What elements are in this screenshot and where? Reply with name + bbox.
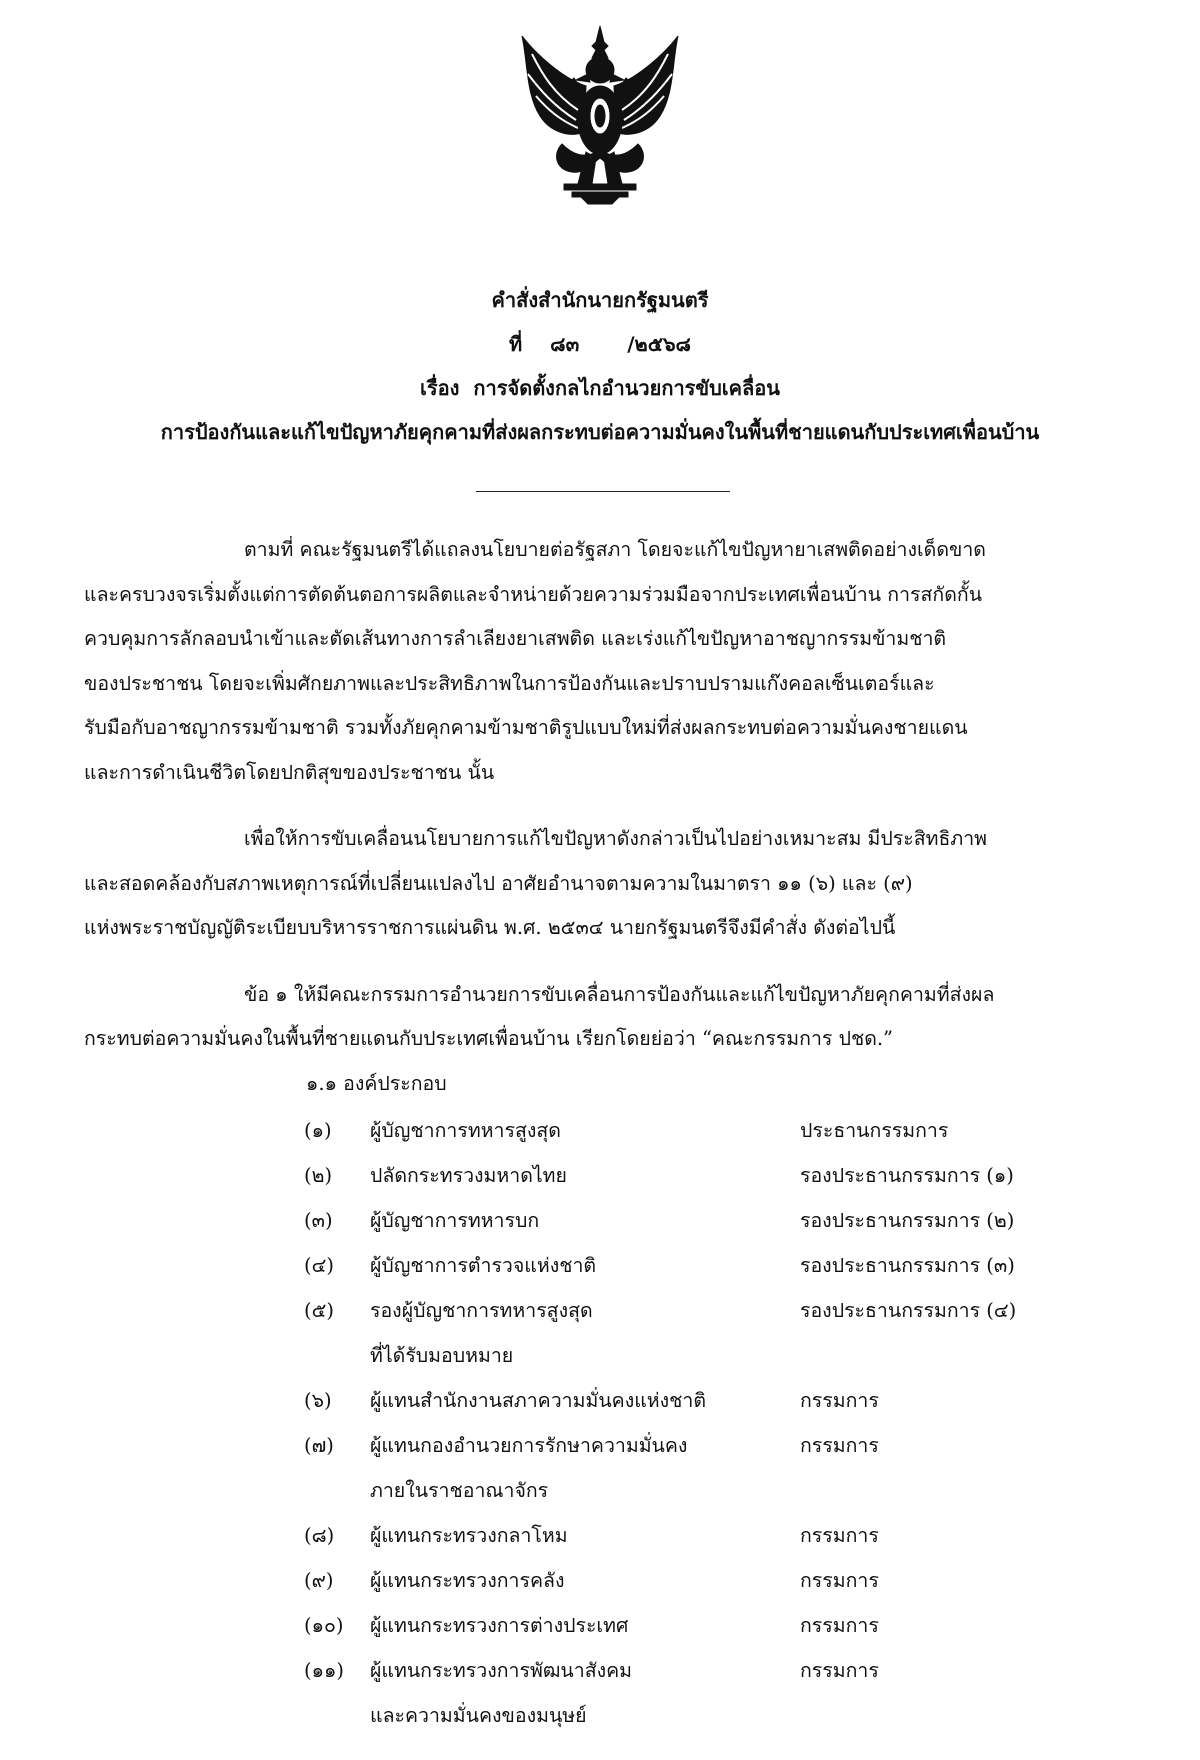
subject-text-line1: การจัดตั้งกลไกอำนวยการขับเคลื่อน <box>473 376 780 400</box>
member-role: กรรมการ <box>800 1614 879 1637</box>
order-header <box>0 278 1200 454</box>
member-row <box>0 1603 1200 1648</box>
member-name-line: ที่ได้รับมอบหมาย <box>370 1344 514 1367</box>
committee-member-list <box>0 1108 1200 1738</box>
order-number <box>0 322 1200 366</box>
text-line: และการดำเนินชีวิตโดยปกติสุขของประชาชน นั้น <box>84 760 495 784</box>
paragraph-authority <box>84 817 1112 951</box>
member-role: กรรมการ <box>800 1659 879 1682</box>
member-name-line: ผู้แทนกระทรวงการต่างประเทศ <box>370 1614 629 1637</box>
member-row <box>0 1108 1200 1153</box>
composition-heading: ๑.๑ องค์ประกอบ <box>306 1072 447 1095</box>
text-line: รับมือกับอาชญากรรมข้ามชาติ รวมทั้งภัยคุกคามข้ามชาติรูปแบบใหม่ที่ส่งผลกระทบต่อความมั่นคงชายแดน <box>84 716 968 739</box>
text-line: และสอดคล้องกับสภาพเหตุการณ์ที่เปลี่ยนแปลงไป อาศัยอำนาจตามความในมาตรา ๑๑ (๖) และ (๙) <box>84 871 913 895</box>
paragraph-preamble <box>84 528 1112 795</box>
member-number: (๘) <box>304 1524 335 1547</box>
member-role: กรรมการ <box>800 1389 879 1412</box>
member-number: (๕) <box>304 1299 334 1322</box>
subject-label: เรื่อง <box>420 376 460 400</box>
member-name <box>370 1288 790 1378</box>
header-divider <box>476 491 730 492</box>
member-role: รองประธานกรรมการ (๔) <box>800 1299 1017 1322</box>
paragraph-clause-1 <box>84 973 1112 1062</box>
member-row <box>0 1198 1200 1243</box>
member-role: รองประธานกรรมการ (๓) <box>800 1254 1015 1277</box>
member-row <box>0 1558 1200 1603</box>
member-number: (๗) <box>304 1434 334 1457</box>
member-number: (๓) <box>304 1209 333 1232</box>
member-row <box>0 1153 1200 1198</box>
text-line: และครบวงจรเริ่มตั้งแต่การตัดต้นตอการผลิตและจำหน่ายด้วยความร่วมมือจากประเทศเพื่อนบ้าน การสกัดกั้น <box>84 582 983 606</box>
member-name-line: ภายในราชอาณาจักร <box>370 1479 549 1502</box>
text-line: ของประชาชน โดยจะเพิ่มศักยภาพและประสิทธิภาพในการป้องกันและปราบปรามแก๊งคอลเซ็นเตอร์และ <box>84 671 935 695</box>
member-name-line: ผู้แทนกองอำนวยการรักษาความมั่นคง <box>370 1434 688 1457</box>
text-line: ข้อ ๑ ให้มีคณะกรรมการอำนวยการขับเคลื่อนการป้องกันและแก้ไขปัญหาภัยคุกคามที่ส่งผล <box>244 982 995 1006</box>
member-number: (๙) <box>304 1569 334 1592</box>
member-name-line: และความมั่นคงของมนุษย์ <box>370 1704 587 1727</box>
member-role: รองประธานกรรมการ (๑) <box>800 1164 1014 1187</box>
text-line: ควบคุมการลักลอบนำเข้าและตัดเส้นทางการลำเลียงยาเสพติด และเร่งแก้ไขปัญหาอาชญากรรมข้ามชาติ <box>84 627 947 650</box>
text-line: เพื่อให้การขับเคลื่อนนโยบายการแก้ไขปัญหาดังกล่าวเป็นไปอย่างเหมาะสม มีประสิทธิภาพ <box>244 827 988 850</box>
member-name-line: ผู้บัญชาการทหารสูงสุด <box>370 1119 561 1142</box>
order-body <box>84 528 1112 1084</box>
member-name-line: ผู้แทนสำนักงานสภาความมั่นคงแห่งชาติ <box>370 1389 707 1412</box>
member-number: (๔) <box>304 1254 334 1277</box>
member-number: (๑๑) <box>304 1659 344 1682</box>
member-row <box>0 1513 1200 1558</box>
member-name <box>370 1243 790 1288</box>
member-number: (๑๐) <box>304 1614 344 1637</box>
member-name <box>370 1378 790 1423</box>
order-number-year: /๒๕๖๘ <box>627 332 691 356</box>
member-row <box>0 1378 1200 1423</box>
text-line: ตามที่ คณะรัฐมนตรีได้แถลงนโยบายต่อรัฐสภา โดยจะแก้ไขปัญหายาเสพติดอย่างเด็ดขาด <box>244 538 986 561</box>
member-name-line: ผู้แทนกระทรวงการพัฒนาสังคม <box>370 1659 633 1682</box>
garuda-emblem-icon <box>512 24 688 206</box>
member-number: (๑) <box>304 1119 332 1142</box>
member-name-line: ผู้บัญชาการตำรวจแห่งชาติ <box>370 1254 597 1277</box>
member-row <box>0 1423 1200 1513</box>
order-number-prefix: ที่ <box>509 332 523 356</box>
member-name <box>370 1558 790 1603</box>
member-name-line: ผู้แทนกระทรวงการคลัง <box>370 1569 565 1592</box>
member-role: รองประธานกรรมการ (๒) <box>800 1209 1015 1232</box>
member-name-line: ผู้บัญชาการทหารบก <box>370 1209 540 1232</box>
text-line: แห่งพระราชบัญญัติระเบียบบริหารราชการแผ่นดิน พ.ศ. ๒๕๓๔ นายกรัฐมนตรีจึงมีคำสั่ง ดังต่อไปนี้ <box>84 916 896 939</box>
member-name-line: รองผู้บัญชาการทหารสูงสุด <box>370 1299 593 1322</box>
member-name <box>370 1423 790 1513</box>
member-name <box>370 1648 790 1738</box>
order-number-value: ๘๓ <box>550 332 580 356</box>
order-title: คำสั่งสำนักนายกรัฐมนตรี <box>491 288 709 312</box>
member-name-line: ผู้แทนกระทรวงกลาโหม <box>370 1524 568 1547</box>
member-name <box>370 1108 790 1153</box>
member-role: ประธานกรรมการ <box>800 1119 949 1142</box>
member-role: กรรมการ <box>800 1569 879 1592</box>
member-role: กรรมการ <box>800 1434 879 1457</box>
member-row <box>0 1288 1200 1378</box>
member-number: (๒) <box>304 1164 333 1187</box>
member-name <box>370 1603 790 1648</box>
member-name-line: ปลัดกระทรวงมหาดไทย <box>370 1164 567 1187</box>
member-number: (๖) <box>304 1389 332 1412</box>
order-subject-line1 <box>0 366 1200 410</box>
member-role: กรรมการ <box>800 1524 879 1547</box>
text-line: กระทบต่อความมั่นคงในพื้นที่ชายแดนกับประเทศเพื่อนบ้าน เรียกโดยย่อว่า “คณะกรรมการ ปชด.” <box>84 1027 894 1050</box>
member-name <box>370 1153 790 1198</box>
member-name <box>370 1198 790 1243</box>
order-subject-line2: การป้องกันและแก้ไขปัญหาภัยคุกคามที่ส่งผลกระทบต่อความมั่นคงในพื้นที่ชายแดนกับประเทศเพื่อนบ้าน <box>160 420 1040 444</box>
member-name <box>370 1513 790 1558</box>
member-row <box>0 1243 1200 1288</box>
member-row <box>0 1648 1200 1738</box>
